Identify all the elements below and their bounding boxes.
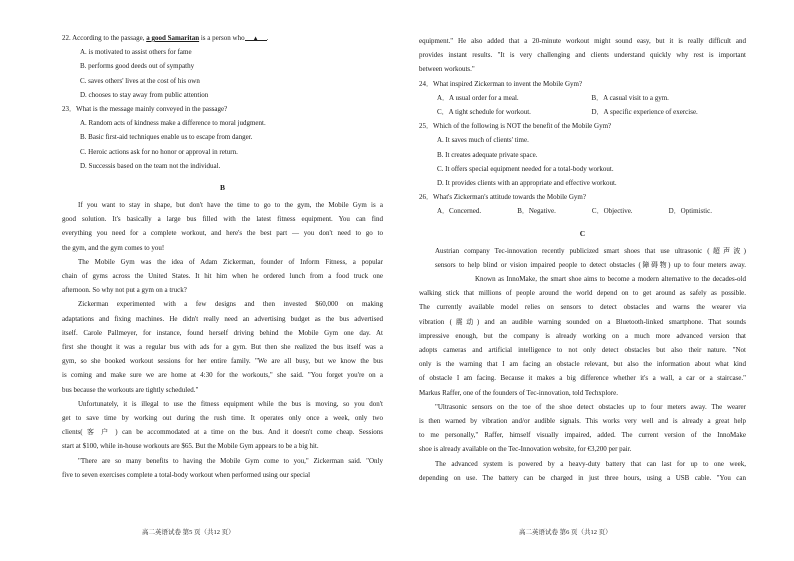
passage-line: "There are so many benefits to having the Mobile Gym come to you," Zickerman said. "Only <box>78 456 383 465</box>
option-a: A．A usual order for a meal. <box>437 93 519 102</box>
option-d: D．A specific experience of exercise. <box>591 108 698 117</box>
passage-line: between workouts." <box>419 65 475 74</box>
passage-line: chain of gyms across the United States. It hit him when he ordered lunch from a food truck one <box>62 272 383 281</box>
question-26-options <box>419 204 746 218</box>
question-22-options <box>62 45 383 102</box>
question-22-stem: 22. According to the passage, a good Samaritan is a person who ▲ . <box>62 34 269 42</box>
passage-line: is then warned by vibration and/or audible signals. This works very well and is already a great help <box>419 417 746 426</box>
passage-line: the gym, and the gym comes to you! <box>62 243 165 252</box>
passage-line: good solution. It's basically a large bus filled with the latest fitness equipment. You can find <box>62 215 383 224</box>
option-d: D. Successis based on the team not the individual. <box>80 161 221 170</box>
question-25-options <box>419 133 746 190</box>
section-b-passage <box>62 198 383 482</box>
option-c: C．A tight schedule for workout. <box>437 108 531 117</box>
question-26-stem: 26．What's Zickerman's attitude towards the Mobile Gym? <box>419 193 586 202</box>
option-c: C. Heroic actions ask for no honor or approval in return. <box>80 147 238 156</box>
passage-line: everything you need for a complete workout, and here's the best part — you don't need to go to <box>62 229 383 238</box>
passage-line: is coming and make sure we are home at 4:30 for the workouts," she said. "You forget you're on a <box>62 371 383 380</box>
option-a: A. is motivated to assist others for fame <box>80 48 192 57</box>
passage-line: Markus Raffer, one of the founders of Tec-innovation, told Techxplore. <box>419 388 618 397</box>
section-c-passage <box>419 244 746 485</box>
page-footer-right: 高二英语试卷 第6 页（共12 页） <box>519 529 612 536</box>
option-b: B．Negative. <box>517 207 556 216</box>
passage-line: vibration (震动) and an audible warning sounded on a Bluetooth-linked smartphone. That sounds <box>419 317 746 326</box>
option-b: B. It creates adequate private space. <box>437 150 538 159</box>
passage-line: shoe is already available on the Tec-Innovation website, for €3,200 per pair. <box>419 445 632 454</box>
question-24-options-row2 <box>419 105 746 119</box>
section-c-title: C <box>579 228 586 238</box>
passage-line: Austrian company Tec-innovation recently publicized smart shoes that use ultrasonic (超声波) <box>435 246 746 255</box>
passage-line: to me personally," Raffer, himself visually impaired, added. The current version of the InnoMake <box>419 431 746 440</box>
passage-line: impressive enough, but the company is already working on a much more advanced version that <box>419 331 746 340</box>
question-24-stem: 24．What inspired Zickerman to invent the Mobile Gym? <box>419 79 583 88</box>
section-b-title: B <box>219 183 225 193</box>
option-b: B．A casual visit to a gym. <box>591 93 669 102</box>
underlined-phrase: a good Samaritan <box>146 34 200 42</box>
passage-line: The Mobile Gym was the idea of Adam Zickerman, founder of Inform Fitness, a popular <box>78 257 383 266</box>
passage-line: gym, so she booked workout sessions for her entire family. "We are all busy, but we know the bus <box>62 357 383 366</box>
passage-line: clients( 客 户 ) can be accommodated at a time on the bus. And it doesn't come cheap. Sessions <box>62 428 383 437</box>
option-c: C. It offers special equipment needed for a total-body workout. <box>437 164 614 173</box>
option-c: C. saves others' lives at the cost of his own <box>80 76 200 85</box>
passage-line: first she thought it was a regular bus with ads for a gym. But then she realized the bus itself was a <box>62 343 383 352</box>
option-a: A. Random acts of kindness make a difference to moral judgment. <box>80 119 266 128</box>
option-d: D. It provides clients with an appropriate and effective workout. <box>437 179 617 188</box>
passage-line: adopts cameras and artificial intelligence to not only detect obstacles but also their nature. "Not <box>419 346 746 355</box>
question-25-stem: 25．Which of the following is NOT the benefit of the Mobile Gym? <box>419 122 612 131</box>
passage-line: depending on use. The battery can be charged in just three hours, using a USB cable. "You can <box>419 473 746 482</box>
passage-line: afternoon. So why not put a gym on a truck? <box>62 286 187 295</box>
passage-line: walking stick that millions of people around the world depend on to get around as safely as possible. <box>419 289 746 298</box>
passage-line: "Ultrasonic sensors on the toe of the shoe detect obstacles up to four meters away. The wearer <box>435 402 746 411</box>
option-a: A. It saves much of clients' time. <box>437 136 529 145</box>
passage-line: adaptations and fixing machines. He didn't really need an advertising budget as the bus advertised <box>62 314 383 323</box>
passage-line: provides instant results. "It is very challenging and clients understand quickly why rest is important <box>419 51 746 60</box>
option-b: B. Basic first-aid techniques enable us to escape from danger. <box>80 133 253 142</box>
option-b: B. performs good deeds out of sympathy <box>80 62 195 71</box>
passage-line: get to save time by working out during the rush time. It operates only once a week, only two <box>62 414 383 423</box>
right-page <box>397 0 794 561</box>
question-23-stem: 23．What is the message mainly conveyed in the passage? <box>62 105 228 114</box>
passage-line: Unfortunately, it is illegal to use the fitness equipment while the bus is moving, so you don't <box>78 399 383 408</box>
passage-line: of obstacle I am facing. Because it makes a big difference whether it's a wall, a car or a staircase." <box>419 374 746 383</box>
passage-line: equipment." He also added that a 20-minute workout might sound easy, but it is really difficult and <box>419 37 746 45</box>
passage-line: bus because the workouts are tightly scheduled." <box>62 385 199 394</box>
answer-blank: ▲ <box>245 32 267 41</box>
option-d: D. chooses to stay away from public attention <box>80 90 209 99</box>
passage-line: sensors to help blind or vision impaired people to detect obstacles (障碍物) up to four meters away. <box>435 260 746 269</box>
passage-line: Zickerman experimented with a few designs and then invested $60,000 on making <box>78 300 383 309</box>
page-footer-left: 高二英语试卷 第5 页（共12 页） <box>142 529 235 536</box>
passage-line: The currently available model relies on sensors to detect obstacles and warns the wearer via <box>419 303 746 312</box>
passage-line: Known as InnoMake, the smart shoe aims to become a modern alternative to the decades-old <box>475 275 746 284</box>
question-24-options-row1 <box>419 91 746 105</box>
passage-line: If you want to stay in shape, but don't have the time to go to the gym, the Mobile Gym is a <box>78 201 383 210</box>
option-a: A．Concerned. <box>437 207 482 216</box>
passage-b-continued <box>419 34 746 77</box>
question-23-options <box>62 116 383 173</box>
option-c: C．Objective. <box>591 207 633 216</box>
passage-line: itself. Carole Pallmeyer, for instance, found herself driving behind the Mobile Gym one day. At <box>62 328 383 337</box>
passage-line: The advanced system is powered by a heavy-duty battery that can last for up to one week, <box>435 459 746 468</box>
option-d: D．Optimistic. <box>668 207 712 216</box>
passage-line: start at $100, while in-house workouts are $65. But the Mobile Gym appears to be a big hit. <box>62 442 319 451</box>
passage-line: five to seven exercises complete a total-body workout when performed using our special <box>62 470 311 479</box>
passage-line: only is the warning that I am facing an obstacle relevant, but also the information about what kind <box>419 360 746 369</box>
